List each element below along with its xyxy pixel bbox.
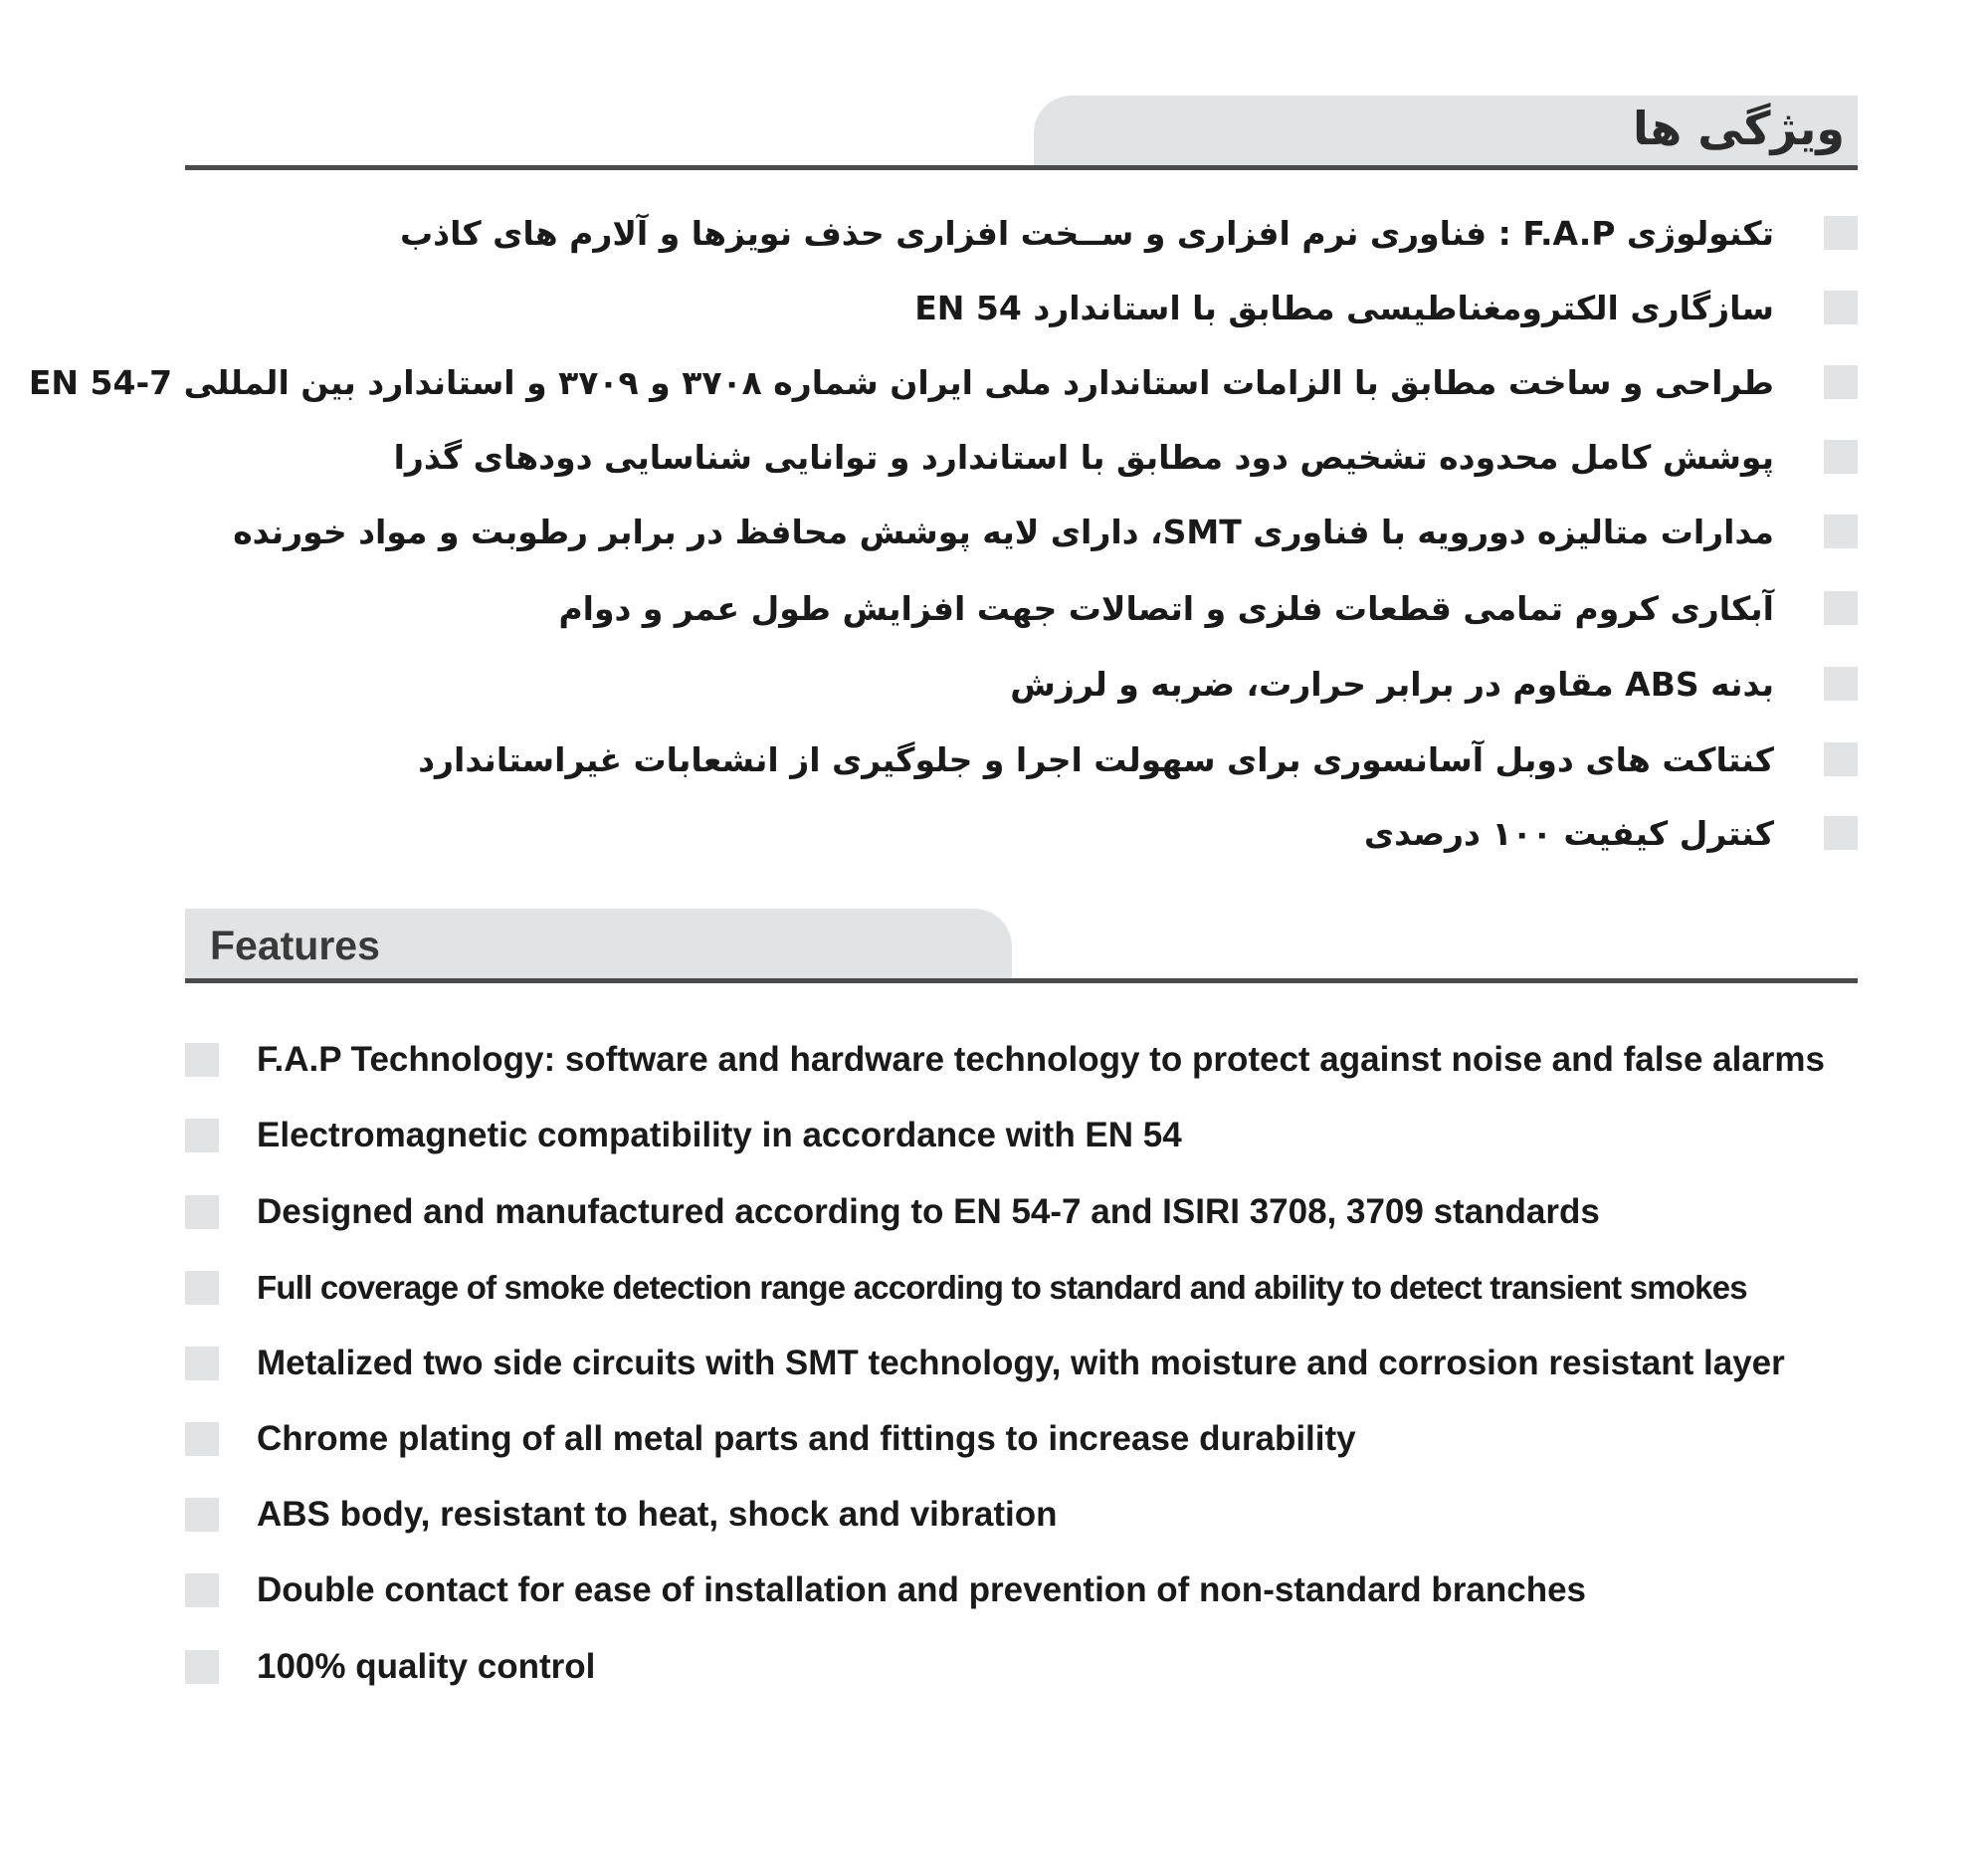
square-bullet-icon [1824,515,1858,548]
square-bullet-icon [185,1498,219,1532]
square-bullet-icon [1824,291,1858,324]
english-feature-item [185,1326,1867,1401]
persian-feature-item [28,344,1858,420]
square-bullet-icon [185,1195,219,1229]
square-bullet-icon [1824,440,1858,474]
square-bullet-icon [185,1650,219,1684]
square-bullet-icon [185,1271,219,1305]
persian-feature-item [186,722,1858,797]
square-bullet-icon [1824,591,1858,625]
english-feature-text: Designed and manufactured according to EN 54-7 and ISIRI 3708, 3709 standards [257,1192,1600,1231]
english-feature-text: 100% quality control [257,1647,596,1686]
square-bullet-icon [1824,742,1858,776]
persian-feature-text: کنترل کیفیت ۱۰۰ درصدی [1363,813,1774,853]
persian-feature-item [186,646,1858,722]
english-feature-item [185,1250,1867,1326]
persian-feature-item [186,195,1858,271]
english-feature-item [185,1629,1867,1705]
english-feature-item [185,1477,1867,1553]
persian-feature-text: آبکاری کروم تمامی قطعات فلزی و اتصالات جهت افزایش طول عمر و دوام [558,588,1774,628]
persian-feature-item [186,419,1858,495]
square-bullet-icon [185,1573,219,1607]
english-feature-text: ABS body, resistant to heat, shock and vibration [257,1495,1058,1534]
persian-feature-text: پوشش کامل محدوده تشخیص دود مطابق با استاندارد و توانایی شناسایی دودهای گذرا [393,437,1774,477]
english-heading-rule [185,978,1858,983]
english-feature-text: Metalized two side circuits with SMT technology, with moisture and corrosion resistant layer [257,1344,1785,1382]
english-feature-text: Full coverage of smoke detection range according to standard and ability to detect transient smokes [257,1269,1747,1306]
square-bullet-icon [185,1422,219,1456]
english-feature-item [185,1022,1867,1098]
square-bullet-icon [185,1043,219,1077]
square-bullet-icon [185,1347,219,1380]
persian-feature-text: تکنولوژی F.A.P : فناوری نرم افزاری و ســخت افزاری حذف نویزها و آلارم های کاذب [399,213,1774,253]
persian-feature-text: بدنه ABS مقاوم در برابر حرارت، ضربه و لرزش [1010,664,1774,704]
persian-feature-text: مدارات متالیزه دورویه با فناوری SMT، دارای لایه پوشش محافظ در برابر رطوبت و مواد خورنده [233,512,1774,551]
square-bullet-icon [1824,365,1858,399]
persian-feature-text: کنتاکت های دوبل آسانسوری برای سهولت اجرا و جلوگیری از انشعابات غیراستاندارد [418,739,1774,779]
english-feature-item [185,1401,1867,1477]
square-bullet-icon [1824,667,1858,701]
square-bullet-icon [1824,216,1858,250]
square-bullet-icon [1824,816,1858,850]
english-section-heading: Features [210,923,380,968]
persian-feature-item [186,270,1858,345]
english-feature-text: Electromagnetic compatibility in accordance with EN 54 [257,1116,1182,1154]
english-feature-item [185,1098,1867,1173]
persian-feature-item [186,494,1858,569]
persian-feature-text: طراحی و ساخت مطابق با الزامات استاندارد ملی ایران شماره ۳۷۰۸ و ۳۷۰۹ و استاندارد بین المللی EN 54-7 [28,362,1774,402]
english-feature-item [185,1553,1867,1628]
persian-section-heading: ویژگی ها [1633,102,1845,155]
square-bullet-icon [185,1119,219,1152]
english-feature-text: Chrome plating of all metal parts and fittings to increase durability [257,1419,1356,1458]
persian-feature-text: سازگاری الکترومغناطیسی مطابق با استاندارد EN 54 [914,288,1774,327]
english-feature-text: F.A.P Technology: software and hardware technology to protect against noise and false alarms [257,1040,1825,1079]
persian-feature-item [186,795,1858,871]
persian-heading-rule [185,165,1858,170]
english-feature-text: Double contact for ease of installation and prevention of non-standard branches [257,1570,1586,1609]
english-feature-item [185,1174,1867,1250]
persian-feature-item [186,570,1858,646]
